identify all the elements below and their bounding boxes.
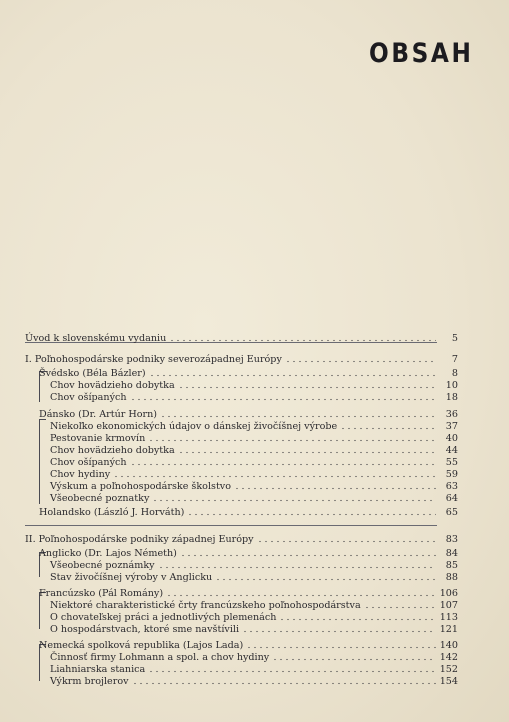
toc-entry-title: Nemecká spolková republika (Lajos Lada) [39,640,244,651]
dot-leader [242,624,436,633]
toc-entry [50,492,458,504]
toc-entry [39,639,458,651]
toc-entry-page: 37 [445,421,458,432]
toc-entry [50,420,458,432]
dot-leader [178,380,436,389]
toc-entry-title: O hospodárstvach, ktoré sme navštívili [50,624,240,635]
toc-entry-title: Dánsko (Dr. Artúr Horn) [39,409,158,420]
dot-leader [272,652,436,661]
toc-entry-title: Chov ošípaných [50,392,127,403]
toc-entry-page: 64 [445,493,458,504]
toc-entry [50,599,458,611]
toc-entry [25,533,458,545]
toc-entry-page: 36 [445,409,458,420]
toc-entry-title: Výskum a poľnohospodárske školstvo [50,481,231,492]
toc-entry-page: 10 [445,380,458,391]
dot-leader [166,588,436,597]
toc-entry [50,432,458,444]
toc-entry-title: Chov hovädzieho dobytka [50,380,175,391]
toc-entry-title: Pestovanie krmovín [50,433,146,444]
toc-entry [50,623,458,635]
toc-entry [50,571,458,583]
toc-entry [50,379,458,391]
toc-entry-page: 88 [445,572,458,583]
toc-entry-page: 107 [439,600,458,611]
toc-entry [50,468,458,480]
rule-2 [25,525,437,526]
toc-entry-title: Švédsko (Béla Bázler) [39,368,146,379]
toc-entry-title: Chov hovädzieho dobytka [50,445,175,456]
toc-entry-page: 18 [445,392,458,403]
toc-entry-title: Výkrm brojlerov [50,676,129,687]
toc-entry-page: 44 [445,445,458,456]
toc-entry-title: Stav živočíšnej výroby v Anglicku [50,572,213,583]
toc-entry [50,559,458,571]
toc-entry-title: Liahniarska stanica [50,664,146,675]
toc-entry-title: Anglicko (Dr. Lajos Németh) [39,548,177,559]
toc-entry-title: Francúzsko (Pál Romány) [39,588,164,599]
dot-leader [132,676,436,685]
dot-leader [149,368,436,377]
toc-entry-page: 142 [439,652,458,663]
dot-leader [152,493,436,502]
bracket-denmark [39,419,46,504]
dot-leader [279,612,436,621]
toc-entry-title: I. Poľnohospodárske podniky severozápadnej Európy [25,354,282,365]
toc-entry [50,663,458,675]
toc-entry-title: O chovateľskej práci a jednotlivých plemenách [50,612,277,623]
dot-leader [160,409,436,418]
toc-entry-page: 152 [439,664,458,675]
toc-entry-page: 5 [451,333,458,344]
dot-leader [113,469,436,478]
page-title: OBSAH [369,38,474,69]
toc-entry-page: 63 [445,481,458,492]
toc-entry-title: Niekoľko ekonomických údajov o dánskej živočíšnej výrobe [50,421,338,432]
dot-leader [178,445,436,454]
toc-entry [39,506,458,518]
toc-entry-page: 140 [439,640,458,651]
dot-leader [364,600,436,609]
toc-entry-page: 40 [445,433,458,444]
toc-entry [50,651,458,663]
toc-entry-title: II. Poľnohospodárske podniky západnej Európy [25,534,254,545]
dot-leader [130,457,436,466]
toc-entry-page: 106 [439,588,458,599]
dot-leader [257,534,436,543]
toc-entry-title: Chov ošípaných [50,457,127,468]
dot-leader [180,548,436,557]
toc-entry-page: 83 [445,534,458,545]
dot-leader [234,481,436,490]
toc-entry-page: 65 [445,507,458,518]
dot-leader [130,392,436,401]
toc-entry-title: Činnosť firmy Lohmann a spol. a chov hydiny [50,652,270,663]
toc-entry-title: Holandsko (László J. Horváth) [39,507,185,518]
dot-leader [169,333,436,342]
toc-entry-page: 55 [445,457,458,468]
dot-leader [148,433,436,442]
dot-leader [158,560,436,569]
toc-entry-page: 121 [439,624,458,635]
toc-entry [39,547,458,559]
toc-entry [25,353,458,365]
toc-entry-page: 85 [445,560,458,571]
toc-entry [50,391,458,403]
dot-leader [148,664,436,673]
dot-leader [187,507,436,516]
toc-entry [50,480,458,492]
toc-entry-title: Chov hydiny [50,469,111,480]
dot-leader [215,572,436,581]
toc-entry-page: 113 [439,612,458,623]
toc-entry [50,675,458,687]
dot-leader [246,640,436,649]
toc-entry-page: 84 [445,548,458,559]
toc-entry [50,444,458,456]
toc-entry-page: 8 [451,368,458,379]
toc-entry-title: Všeobecné poznatky [50,493,150,504]
toc-entry-page: 154 [439,676,458,687]
toc-entry-title: Všeobecné poznámky [50,560,155,571]
dot-leader [285,354,436,363]
toc-entry-title: Úvod k slovenskému vydaniu [25,333,167,344]
toc-entry [50,611,458,623]
toc-entry-title: Niektoré charakteristické črty francúzskeho poľnohospodárstva [50,600,361,611]
toc-entry [39,408,458,420]
toc-entry-page: 59 [445,469,458,480]
toc-entry [50,456,458,468]
toc-entry [39,587,458,599]
toc-entry [25,332,458,344]
dot-leader [340,421,436,430]
toc-entry [39,367,458,379]
toc-entry-page: 7 [451,354,458,365]
